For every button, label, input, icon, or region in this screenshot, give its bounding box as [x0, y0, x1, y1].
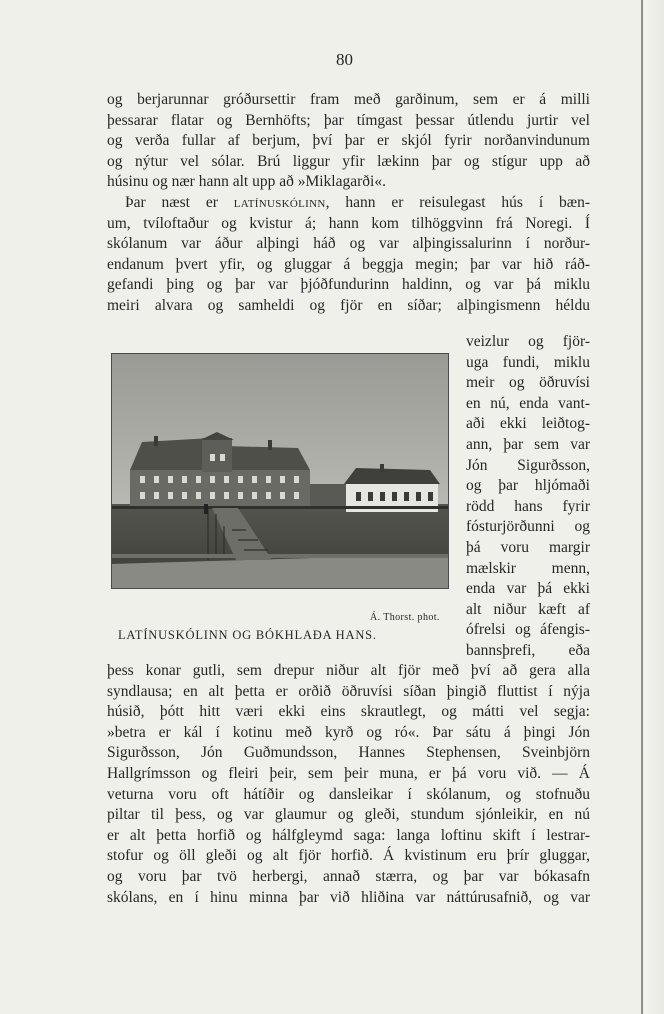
- text-line: enda var þá ekki: [466, 580, 590, 598]
- paragraph-start: [107, 193, 590, 214]
- text-line: syndlausa; en alt þetta er orðið öðruvísi síðan þingið fluttist í nýja: [107, 682, 590, 700]
- text-line: þá voru margir: [466, 538, 590, 556]
- text-line: gefandi þing og þar var þjóðfundurinn haldinn, og var þá miklu: [107, 276, 590, 294]
- text-line: um, tvíloftaður og kvistur á; hann kom tilhöggvinn frá Noregi. Í: [107, 214, 590, 232]
- text-line: veturna voru oft hátíðir og dansleikar í skólanum, og stofnuðu: [107, 785, 590, 803]
- text-line: skólanum var áður alþingi háð og var alþingissalurinn í norður-: [107, 235, 590, 253]
- text-line: en nú, enda vant-: [466, 394, 590, 412]
- page-edge: [641, 0, 664, 1014]
- text-line: »betra er kál í kotinu með kyrð og ró«. Þar sátu á þingi Jón: [107, 723, 590, 741]
- school-photo: [111, 353, 449, 589]
- text-line: mælskir menn,: [466, 559, 590, 577]
- text-line: veizlur og fjör-: [466, 333, 590, 350]
- text-line: húsið, þótt hitt væri ekki eins skrautlegt, og mátti vel segja:: [107, 703, 590, 721]
- text-line: piltar til þess, og var glaumur og gleði, stundum sjónleikir, en nú: [107, 806, 590, 824]
- text-block-side: [466, 332, 590, 662]
- para-rest-text: , hann er reisulegast hús í bæn-: [325, 193, 590, 211]
- text-line: fósturjörðunni og: [466, 518, 590, 536]
- text-line: aði ekki leiðtog-: [466, 415, 590, 433]
- page-number: 80: [336, 50, 353, 69]
- text-line: alt niður kæft af: [466, 600, 590, 618]
- text-line: stofur og öll gleði og alt fjör horfið. Á kvistinum eru þrír gluggar,: [107, 847, 590, 865]
- para-start-text: Þar næst er: [125, 193, 234, 211]
- text-line: og voru þar tvö herbergi, annað stærra, og þar var bókasafn: [107, 867, 590, 885]
- text-line: og berjarunnar gróðursettir fram með garðinum, sem er á milli: [107, 91, 590, 108]
- text-line: uga fundi, miklu: [466, 353, 590, 371]
- text-line: Hallgrímsson og fleiri þeir, sem þeir muna, er þá voru við. — Á: [107, 764, 590, 782]
- text-line: ann, þar sem var: [466, 435, 590, 453]
- text-line: Jón Sigurðsson,: [466, 456, 590, 474]
- text-line: ófrelsi og áfengis-: [466, 621, 590, 639]
- text-line: meir og öðruvísi: [466, 374, 590, 392]
- school-name: latínuskólinn: [233, 193, 326, 211]
- text-line: og verða fullar af berjum, því þar er skjól fyrir norðanvindunum: [107, 132, 590, 150]
- text-block-top: [107, 90, 590, 317]
- text-block-bottom: [107, 661, 590, 908]
- text-line: þessarar flatar og Bernhöfts; þar tímgast þessar útlendu jurtir vel: [107, 111, 590, 129]
- text-line: bannsþrefi, eða: [466, 641, 590, 659]
- text-line: er alt þetta horfið og hálfgleymd saga: langa loftinu skift í lestrar-: [107, 826, 590, 844]
- text-line: húsinu og nær hann alt upp að »Miklagarði«.: [107, 173, 386, 191]
- photo-credit: Á. Thorst. phot.: [370, 612, 440, 623]
- text-line: endanum þvert yfir, og gluggar á beggja megin; þar var hið ráð-: [107, 255, 590, 273]
- text-line: og þar hljómaði: [466, 477, 590, 495]
- text-line: Sigurðsson, Jón Guðmundsson, Hannes Stephensen, Sveinbjörn: [107, 744, 590, 762]
- text-line: og nýtur vel sólar. Brú liggur yfir lækinn þar og stígur upp að: [107, 152, 590, 170]
- text-line: þess konar gutli, sem drepur niður alt fjör með því að gera alla: [107, 662, 590, 679]
- text-line: meiri alvara og samheldi og fjör en síðar; alþingismenn héldu: [107, 296, 590, 314]
- text-line: skólans, en í hinu minna þar við hliðina var náttúrusafnið, og var: [107, 888, 590, 906]
- text-line: rödd hans fyrir: [466, 497, 590, 515]
- figure-caption: LATÍNUSKÓLINN OG BÓKHLAÐA HANS.: [118, 628, 377, 642]
